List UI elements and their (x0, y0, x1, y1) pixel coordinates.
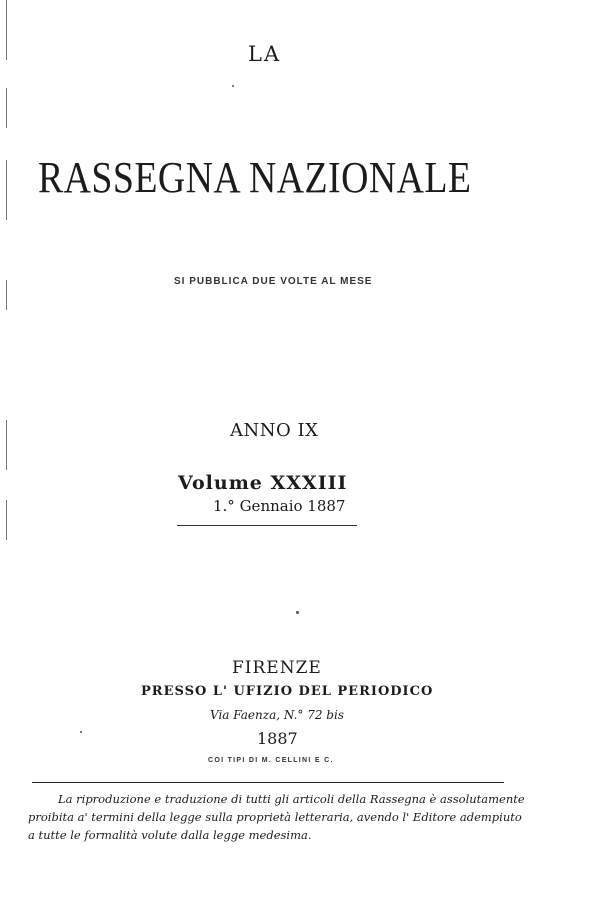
imprint-address: Via Faenza, N.° 72 bis (210, 708, 344, 722)
page-edge-shadow (6, 0, 8, 900)
title-article: LA (248, 42, 282, 66)
notice-line: La riproduzione e traduzione di tutti gli articoli della Rassegna è assolutamente (58, 792, 525, 806)
publication-frequency: SI PUBBLICA DUE VOLTE AL MESE (174, 276, 373, 287)
copyright-notice (28, 790, 528, 844)
year-label: ANNO IX (230, 420, 319, 441)
imprint-year: 1887 (257, 729, 298, 748)
notice-line: proibita a' termini della legge sulla proprietà letteraria, avendo l' Editore adempiuto (28, 810, 522, 824)
scan-speck (232, 85, 234, 87)
notice-line: a tutte le formalità volute dalla legge medesima. (28, 828, 312, 842)
scan-speck (296, 611, 299, 614)
notice-rule (32, 782, 504, 783)
imprint-city: FIRENZE (232, 658, 322, 678)
scan-speck (80, 731, 82, 733)
volume-number: Volume XXXIII (178, 472, 348, 494)
issue-date: 1.° Gennaio 1887 (213, 497, 346, 515)
imprint-publisher: PRESSO L' UFIZIO DEL PERIODICO (141, 684, 434, 699)
journal-title: RASSEGNA NAZIONALE (38, 153, 472, 202)
volume-rule (177, 525, 357, 526)
printer-credit: COI TIPI DI M. CELLINI E C. (208, 757, 334, 764)
